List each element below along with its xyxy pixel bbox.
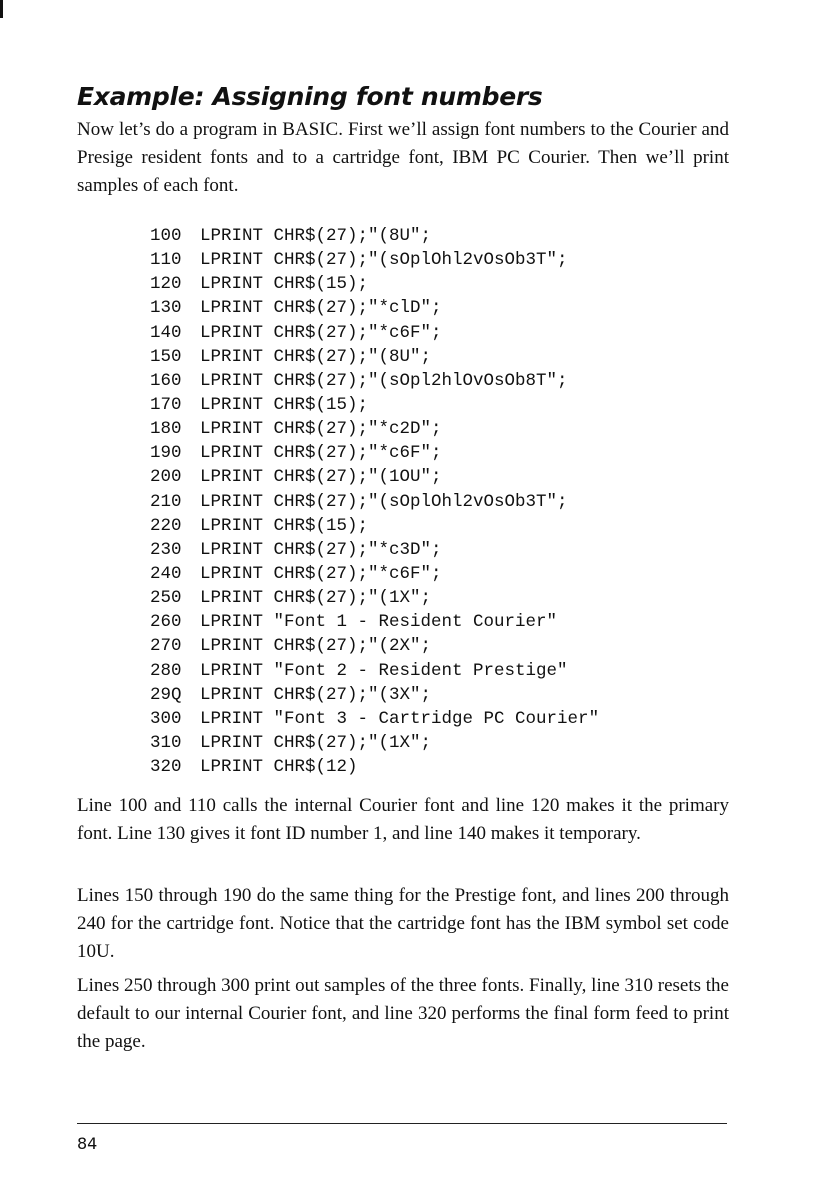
code-line [150, 610, 599, 634]
page-number: 84 [77, 1134, 98, 1153]
explanation-paragraph-2: Lines 150 through 190 do the same thing for the Prestige font, and lines 200 through 240 for the cartridge font. Notice that the cartridge font has the IBM symbol set code 10U. [77, 885, 729, 962]
explanation-paragraph-1: Line 100 and 110 calls the internal Courier font and line 120 makes it the primary font. Line 130 gives it font ID number 1, and line 140 makes it temporary. [77, 795, 729, 844]
line-number: 310 [150, 732, 182, 753]
line-number: 300 [150, 708, 182, 729]
code-statement: LPRINT CHR$(27);"(1X"; [200, 732, 432, 753]
code-statement: LPRINT CHR$(15); [200, 274, 369, 295]
line-number: 120 [150, 274, 182, 295]
code-statement: LPRINT CHR$(27);"*c6F"; [200, 443, 442, 464]
code-statement: LPRINT "Font 2 - Resident Prestige" [200, 660, 568, 681]
line-number: 280 [150, 660, 182, 681]
line-number: 110 [150, 250, 182, 271]
code-statement: LPRINT CHR$(27);"*c6F"; [200, 563, 442, 584]
code-line [150, 514, 599, 538]
explanation-paragraph-3: Lines 250 through 300 print out samples of the three fonts. Finally, line 310 resets the default to our internal Courier font, and line 320 performs the final form feed to print the page. [77, 975, 729, 1052]
code-statement: LPRINT "Font 1 - Resident Courier" [200, 612, 558, 633]
code-line [150, 707, 599, 731]
code-statement: LPRINT CHR$(27);"(sOplOhl2vOsOb3T"; [200, 491, 568, 512]
code-line [150, 634, 599, 658]
code-line [150, 369, 599, 393]
code-statement: LPRINT CHR$(15); [200, 515, 369, 536]
code-statement: LPRINT CHR$(27);"*c3D"; [200, 539, 442, 560]
line-number: 130 [150, 298, 182, 319]
code-line [150, 272, 599, 296]
line-number: 200 [150, 467, 182, 488]
code-statement: LPRINT CHR$(12) [200, 757, 358, 778]
code-statement: LPRINT CHR$(27);"(sOplOhl2vOsOb3T"; [200, 250, 568, 271]
code-statement: LPRINT CHR$(27);"(sOpl2hlOvOsOb8T"; [200, 370, 568, 391]
page-edge-mark [0, 0, 3, 18]
code-statement: LPRINT CHR$(27);"(3X"; [200, 684, 432, 705]
code-line [150, 441, 599, 465]
code-statement: LPRINT CHR$(27);"(8U"; [200, 346, 432, 367]
line-number: 240 [150, 563, 182, 584]
code-statement: LPRINT CHR$(27);"*c2D"; [200, 419, 442, 440]
line-number: 270 [150, 636, 182, 657]
code-statement: LPRINT "Font 3 - Cartridge PC Courier" [200, 708, 600, 729]
line-number: 100 [150, 226, 182, 246]
line-number: 250 [150, 588, 182, 609]
code-line [150, 417, 599, 441]
code-line [150, 562, 599, 586]
line-number: 150 [150, 346, 182, 367]
basic-code-listing [150, 224, 599, 779]
code-line [150, 538, 599, 562]
line-number: 220 [150, 515, 182, 536]
line-number: 29Q [150, 684, 182, 705]
code-statement: LPRINT CHR$(27);"(1OU"; [200, 467, 442, 488]
code-line [150, 393, 599, 417]
footer-divider [77, 1123, 727, 1124]
code-line [150, 224, 599, 248]
code-line [150, 490, 599, 514]
code-line [150, 248, 599, 272]
code-line [150, 683, 599, 707]
code-statement: LPRINT CHR$(27);"(1X"; [200, 588, 432, 609]
line-number: 210 [150, 491, 182, 512]
intro-paragraph: Now let’s do a program in BASIC. First we’ll assign font numbers to the Courier and Presige resident fonts and to a cartridge font, IBM PC Courier. Then we’ll print samples of each font. [77, 119, 729, 196]
code-statement: LPRINT CHR$(27);"*clD"; [200, 298, 442, 319]
code-line [150, 321, 599, 345]
line-number: 230 [150, 539, 182, 560]
code-statement: LPRINT CHR$(27);"*c6F"; [200, 322, 442, 343]
code-line [150, 345, 599, 369]
code-line [150, 465, 599, 489]
line-number: 140 [150, 322, 182, 343]
code-statement: LPRINT CHR$(27);"(2X"; [200, 636, 432, 657]
line-number: 190 [150, 443, 182, 464]
line-number: 260 [150, 612, 182, 633]
code-line [150, 755, 599, 779]
line-number: 170 [150, 394, 182, 415]
code-line [150, 296, 599, 320]
code-line [150, 586, 599, 610]
code-statement: LPRINT CHR$(15); [200, 394, 369, 415]
section-heading: Example: Assigning font numbers [77, 82, 543, 111]
line-number: 160 [150, 370, 182, 391]
code-line [150, 731, 599, 755]
code-line [150, 659, 599, 683]
line-number: 180 [150, 419, 182, 440]
line-number: 320 [150, 757, 182, 778]
code-statement: LPRINT CHR$(27);"(8U"; [200, 226, 432, 246]
